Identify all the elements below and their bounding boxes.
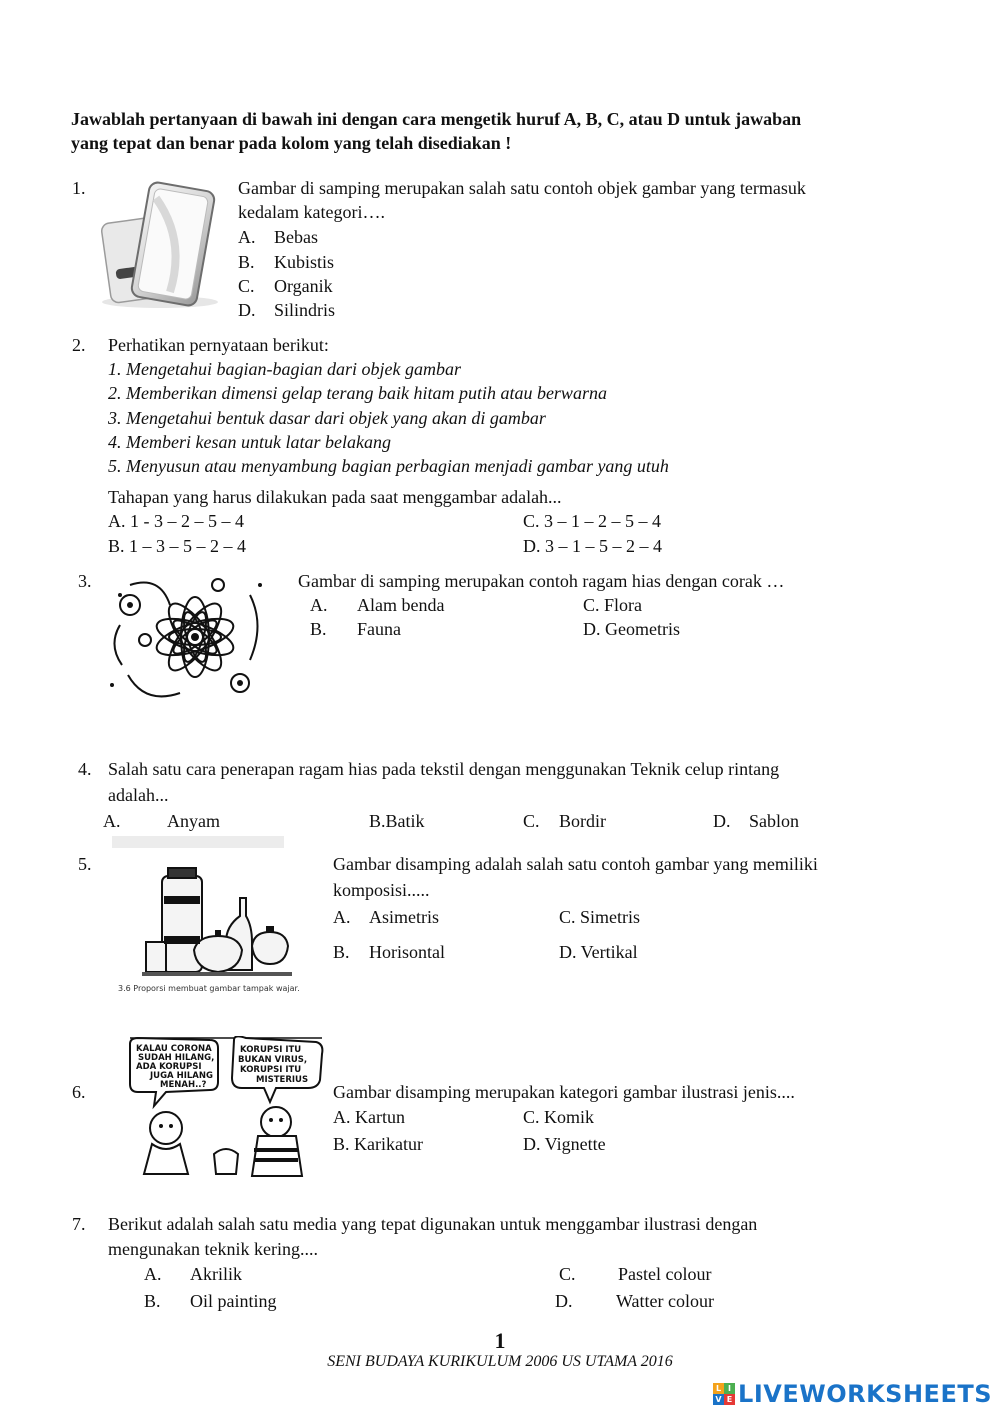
smartphone-image <box>96 180 224 310</box>
q7-option-a-letter: A. <box>144 1264 162 1284</box>
q4-option-c: Bordir <box>559 811 606 831</box>
q1-question-line-1: Gambar di samping merupakan salah satu contoh objek gambar yang termasuk <box>238 178 806 198</box>
q1-option-c: Organik <box>274 276 333 296</box>
q4-question-line-1: Salah satu cara penerapan ragam hias pada tekstil dengan menggunakan Teknik celup rintang <box>108 759 780 779</box>
q6-number: 6. <box>72 1082 86 1102</box>
bubble-left-line: ADA KORUPSI <box>136 1062 202 1072</box>
q3-option-b-letter: B. <box>310 619 327 639</box>
q2-statement: 1. Mengetahui bagian-bagian dari objek gambar <box>108 359 461 379</box>
q5-option-d: D. Vertikal <box>559 942 638 962</box>
liveworksheets-wordmark: LIVEWORKSHEETS <box>738 1380 992 1408</box>
q6-option-d: D. Vignette <box>523 1134 606 1154</box>
q4-option-c-letter: C. <box>523 811 540 831</box>
q5-option-b-letter: B. <box>333 942 350 962</box>
brand-mark-letter: V <box>713 1394 724 1405</box>
brand-mark-letter: E <box>724 1394 735 1405</box>
q5-image-caption: 3.6 Proporsi membuat gambar tampak wajar. <box>118 984 300 993</box>
q4-option-d-letter: D. <box>713 811 731 831</box>
brand-mark-letter: L <box>713 1383 724 1394</box>
q3-option-a-letter: A. <box>310 595 328 615</box>
caricature-cartoon-image <box>126 1036 326 1186</box>
liveworksheets-mark-icon <box>713 1383 735 1405</box>
bubble-right-line: MISTERIUS <box>256 1075 309 1085</box>
q6-option-b: B. Karikatur <box>333 1134 423 1154</box>
q2-number: 2. <box>72 335 86 355</box>
bubble-right-line: KORUPSI ITU <box>240 1065 302 1075</box>
q4-question-line-2: adalah... <box>108 785 169 805</box>
q5-question-line-2: komposisi..... <box>333 880 430 900</box>
instructions <box>71 107 921 155</box>
q6-question: Gambar disamping merupakan kategori gambar ilustrasi jenis.... <box>333 1082 795 1102</box>
q5-option-a-letter: A. <box>333 907 351 927</box>
q2-option-c: C. 3 – 1 – 2 – 5 – 4 <box>523 511 662 531</box>
q1-question-line-2: kedalam kategori…. <box>238 202 385 222</box>
q6-option-a: A. Kartun <box>333 1107 405 1127</box>
q7-question-line-2: mengunakan teknik kering.... <box>108 1239 318 1259</box>
q7-option-b: Oil painting <box>190 1291 277 1311</box>
q7-number: 7. <box>72 1214 86 1234</box>
q3-number: 3. <box>78 571 92 591</box>
q1-option-a: Bebas <box>274 227 318 247</box>
q2-prompt: Perhatikan pernyataan berikut: <box>108 335 329 355</box>
bubble-left-line: KALAU CORONA <box>136 1044 212 1054</box>
bubble-right-line: KORUPSI ITU <box>240 1045 302 1055</box>
q1-option-b-letter: B. <box>238 252 255 272</box>
q7-option-c-letter: C. <box>559 1264 576 1284</box>
q4-option-a-letter: A. <box>103 811 121 831</box>
bubble-left-line: SUDAH HILANG, <box>138 1053 215 1063</box>
bubble-right-line: BUKAN VIRUS, <box>238 1055 308 1065</box>
q4-number: 4. <box>78 759 92 779</box>
q2-statement: 4. Memberi kesan untuk latar belakang <box>108 432 391 452</box>
q1-number: 1. <box>72 178 86 198</box>
q1-option-d-letter: D. <box>238 300 256 320</box>
liveworksheets-logo <box>713 1380 992 1408</box>
q2-question: Tahapan yang harus dilakukan pada saat menggambar adalah... <box>108 487 562 507</box>
instruction-line-2: yang tepat dan benar pada kolom yang telah disediakan ! <box>71 133 512 153</box>
q2-statement: 5. Menyusun atau menyambung bagian perbagian menjadi gambar yang utuh <box>108 456 669 476</box>
q5-option-a: Asimetris <box>369 907 439 927</box>
q3-option-a: Alam benda <box>357 595 445 615</box>
q1-option-c-letter: C. <box>238 276 255 296</box>
q1-option-d: Silindris <box>274 300 336 320</box>
q2-option-d: D. 3 – 1 – 5 – 2 – 4 <box>523 536 662 556</box>
bubble-left-line: JUGA HILANG <box>150 1071 213 1081</box>
q6-option-c: C. Komik <box>523 1107 595 1127</box>
footer-text: SENI BUDAYA KURIKULUM 2006 US UTAMA 2016 <box>327 1353 673 1370</box>
q7-question-line-1: Berikut adalah salah satu media yang tepat digunakan untuk menggambar ilustrasi dengan <box>108 1214 758 1234</box>
q5-option-b: Horisontal <box>369 942 445 962</box>
instruction-line-1: Jawablah pertanyaan di bawah ini dengan cara mengetik huruf A, B, C, atau D untuk jawaban <box>71 109 802 129</box>
q2-statement: 3. Mengetahui bentuk dasar dari objek yang akan di gambar <box>108 408 546 428</box>
q3-question: Gambar di samping merupakan contoh ragam hias dengan corak … <box>298 571 785 591</box>
floral-ornament-image <box>100 565 270 715</box>
q3-option-b: Fauna <box>357 619 401 639</box>
bubble-left-line: MENAH..? <box>160 1080 207 1090</box>
q1-option-b: Kubistis <box>274 252 335 272</box>
q7-option-b-letter: B. <box>144 1291 161 1311</box>
q2-option-b: B. 1 – 3 – 5 – 2 – 4 <box>108 536 247 556</box>
q7-option-d: Watter colour <box>616 1291 715 1311</box>
q7-option-d-letter: D. <box>555 1291 573 1311</box>
q4-option-b: B.Batik <box>369 811 425 831</box>
q5-option-c: C. Simetris <box>559 907 641 927</box>
q3-option-c: C. Flora <box>583 595 643 615</box>
page-number: 1 <box>494 1328 506 1353</box>
q2-option-a: A. 1 - 3 – 2 – 5 – 4 <box>108 511 244 531</box>
q7-option-c: Pastel colour <box>618 1264 712 1284</box>
q7-option-a: Akrilik <box>190 1264 242 1284</box>
q5-number: 5. <box>78 854 92 874</box>
q1-option-a-letter: A. <box>238 227 256 247</box>
q3-option-d: D. Geometris <box>583 619 680 639</box>
q4-option-d: Sablon <box>749 811 800 831</box>
q2-statement: 2. Memberikan dimensi gelap terang baik hitam putih atau berwarna <box>108 383 607 403</box>
q4-option-a: Anyam <box>167 811 220 831</box>
brand-mark-letter: I <box>724 1383 735 1394</box>
q5-question-line-1: Gambar disamping adalah salah satu contoh gambar yang memiliki <box>333 854 818 874</box>
still-life-image <box>112 836 304 986</box>
